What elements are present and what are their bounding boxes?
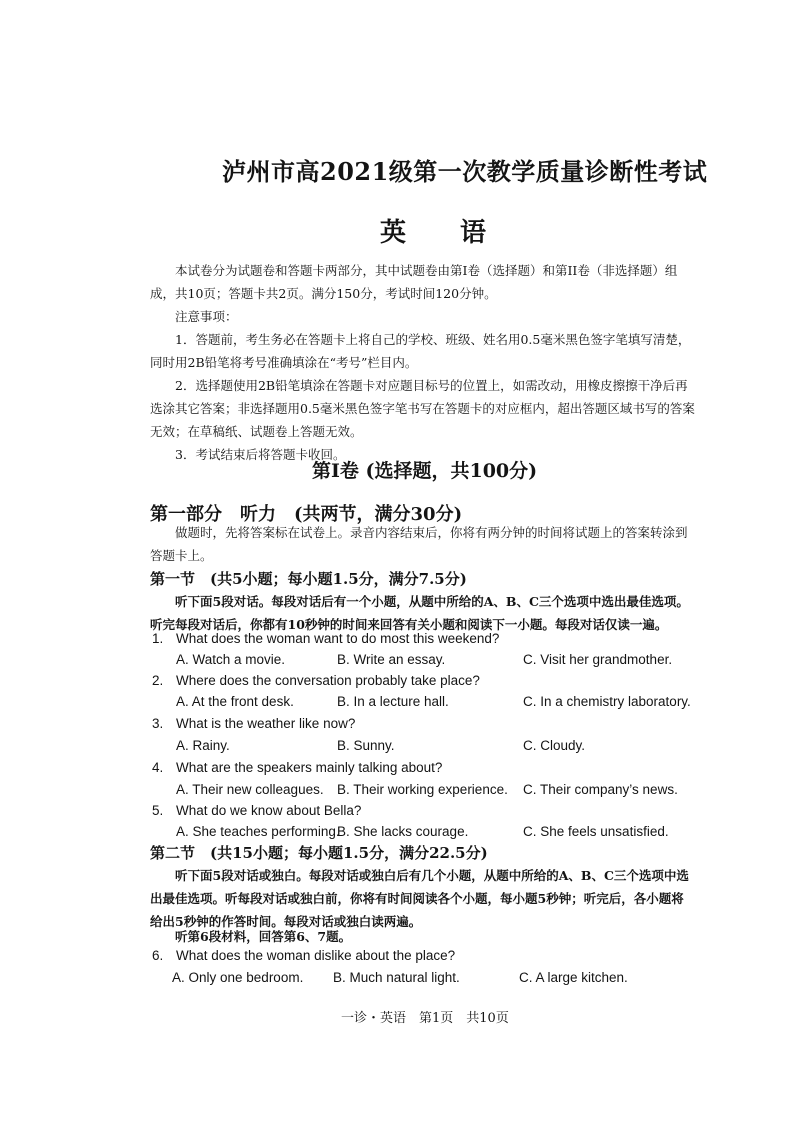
question-number: 5. (152, 803, 164, 818)
exam-title: 泸州市高2021级第一次教学质量诊断性考试 (222, 157, 708, 186)
option-a: A. Watch a movie. (176, 652, 286, 667)
option-b: B. She lacks courage. (337, 824, 469, 839)
option-b: B. Sunny. (337, 738, 395, 753)
subject-title: 英 语 (380, 218, 501, 248)
question-text: What do we know about Bella? (176, 803, 362, 818)
section-1-title: 第I卷 (选择题，共100分) (312, 460, 538, 482)
intro-paragraph: 本试卷分为试题卷和答题卡两部分，其中试题卷由第I卷（选择题）和第II卷（非选择题）组成，共10页；答题卡共2页。满分150分，考试时间120分钟。 (150, 263, 678, 301)
subsection-1-instruction: 听下面5段对话。每段对话后有一个小题，从题中所给的A、B、C三个选项中选出最佳选项。听完每段对话后，你都有10秒钟的时间来回答有关小题和阅读下一小题。每段对话仅读一遍。 (150, 594, 689, 632)
notice-label: 注意事项： (175, 309, 238, 324)
option-c: C. In a chemistry laboratory. (523, 694, 691, 709)
question-text: What does the woman want to do most this weekend? (176, 631, 500, 646)
question-number: 3. (152, 716, 164, 731)
option-a: A. Rainy. (176, 738, 230, 753)
part-1-title: 第一部分 听力 (共两节，满分30分) (150, 504, 463, 525)
option-a: A. She teaches performing. (176, 824, 340, 839)
option-c: C. Visit her grandmother. (523, 652, 673, 667)
option-c: C. A large kitchen. (519, 970, 628, 985)
material-instruction: 听第6段材料，回答第6、7题。 (175, 929, 352, 944)
question-text: Where does the conversation probably take place? (176, 673, 480, 688)
option-b: B. In a lecture hall. (337, 694, 449, 709)
page-footer: 一诊・英语 第1页 共10页 (341, 1011, 509, 1026)
subsection-2-instruction: 听下面5段对话或独白。每段对话或独白后有几个小题，从题中所给的A、B、C三个选项中选出最佳选项。听每段对话或独白前，你将有时间阅读各个小题，每小题5秒钟；听完后，各小题将给出5秒钟的作答时间。每段对话或独白读两遍。 (150, 868, 689, 929)
option-c: C. Their company’s news. (523, 782, 678, 797)
option-a: A. At the front desk. (176, 694, 294, 709)
note-3: 3．考试结束后将答题卡收回。 (175, 447, 346, 462)
option-b: B. Much natural light. (333, 970, 460, 985)
note-2: 2．选择题使用2B铅笔填涂在答题卡对应题目标号的位置上，如需改动，用橡皮擦擦干净后再选涂其它答案；非选择题用0.5毫米黑色签字笔书写在答题卡的对应框内，超出答题区域书写的答案无效；在草稿纸、试题卷上答题无效。 (150, 378, 695, 439)
option-a: A. Their new colleagues. (176, 782, 324, 797)
option-c: C. She feels unsatisfied. (523, 824, 669, 839)
question-text: What are the speakers mainly talking about? (176, 760, 443, 775)
subsection-2-title: 第二节 (共15小题；每小题1.5分，满分22.5分) (150, 844, 488, 862)
option-c: C. Cloudy. (523, 738, 586, 753)
option-a: A. Only one bedroom. (172, 970, 304, 985)
part-1-instruction: 做题时，先将答案标在试卷上。录音内容结束后，你将有两分钟的时间将试题上的答案转涂到答题卡上。 (150, 525, 688, 563)
subsection-1-title: 第一节 (共5小题；每小题1.5分，满分7.5分) (150, 570, 467, 588)
question-text: What is the weather like now? (176, 716, 356, 731)
question-number: 6. (152, 948, 164, 963)
option-b: B. Their working experience. (337, 782, 508, 797)
question-number: 4. (152, 760, 164, 775)
note-1: 1．答题前，考生务必在答题卡上将自己的学校、班级、姓名用0.5毫米黑色签字笔填写清楚，同时用2B铅笔将考号准确填涂在“考号”栏目内。 (150, 332, 691, 370)
question-number: 1. (152, 631, 164, 646)
question-number: 2. (152, 673, 164, 688)
question-text: What does the woman dislike about the place? (176, 948, 456, 963)
option-b: B. Write an essay. (337, 652, 446, 667)
